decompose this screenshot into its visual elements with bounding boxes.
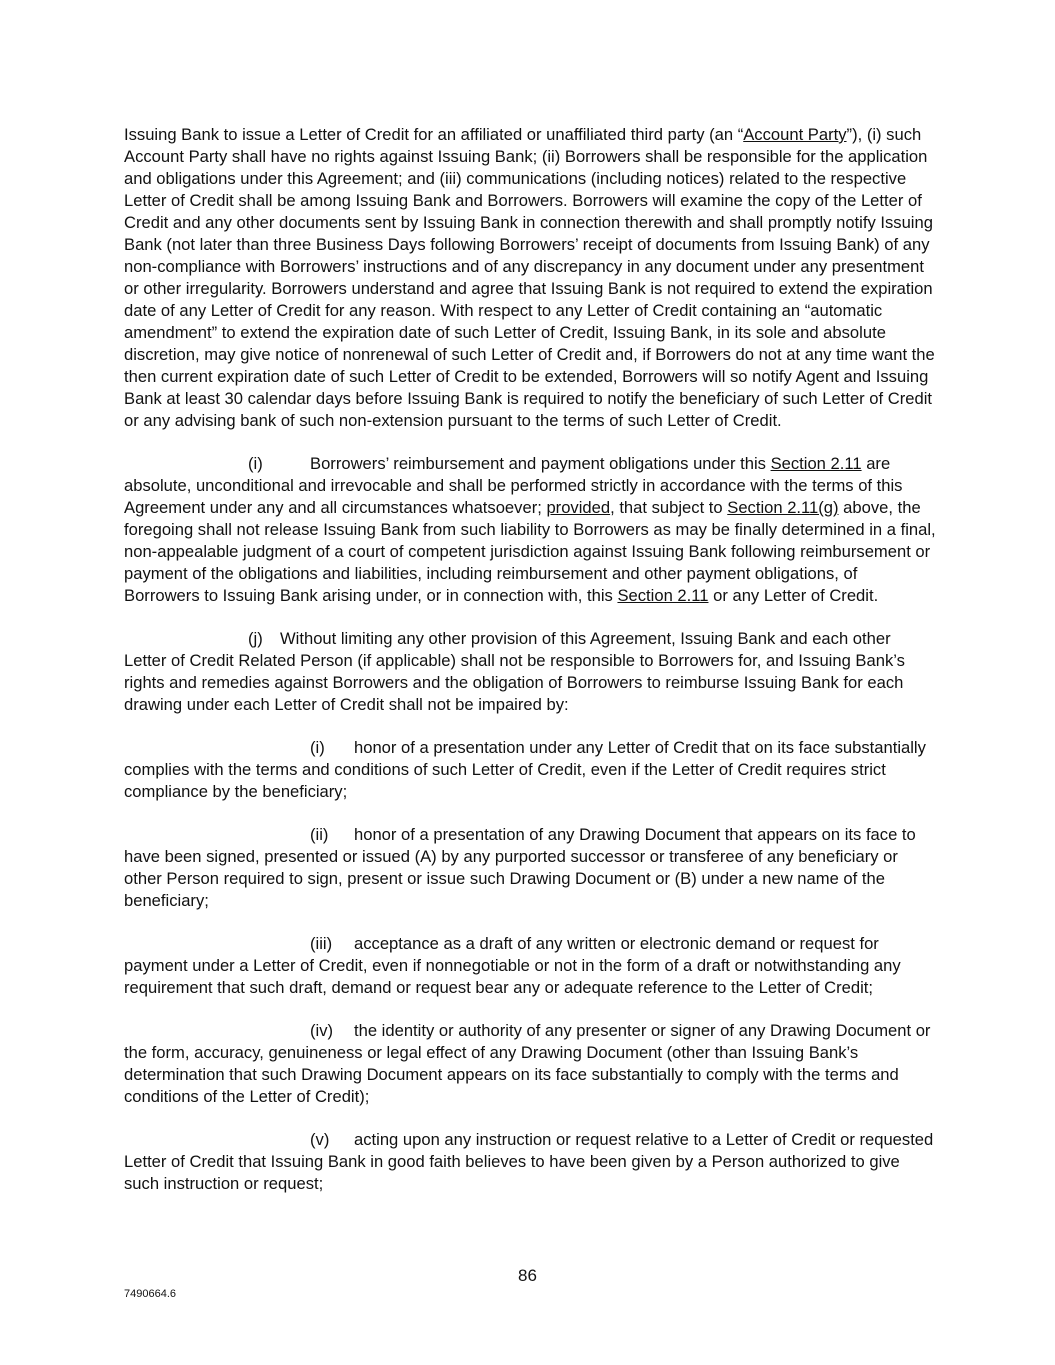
- section-ref-2-11-second: Section 2.11: [617, 586, 709, 605]
- paragraph-i-text-d: above, the foregoing shall not release Issuing Bank from such liability to Borrowers as may be finally determined in a final, non-appealable judgment of a court of competent jurisdiction against Issuing Bank following reimbursement or payment of the obligations and liabilities, including reimbursement and other payment obligations, of Borrowers to Issuing Bank arising under, or in connection with, this: [124, 498, 936, 605]
- paragraph-i-label: (i): [248, 454, 263, 473]
- section-ref-2-11-g: Section 2.11(g): [727, 498, 839, 517]
- document-body: [124, 124, 936, 1216]
- sub-item-text: honor of a presentation under any Letter of Credit that on its face substantially complies with the terms and conditions of such Letter of Credit, even if the Letter of Credit requires strict compliance by the beneficiary;: [124, 738, 926, 801]
- sub-item-text: honor of a presentation of any Drawing Document that appears on its face to have been signed, presented or issued (A) by any purported successor or transferee of any beneficiary or other Person required to sign, present or issue such Drawing Document or (B) under a new name of the beneficiary;: [124, 825, 916, 910]
- paragraph-i-text-a: Borrowers’ reimbursement and payment obligations under this: [310, 454, 771, 473]
- section-ref-2-11: Section 2.11: [770, 454, 862, 473]
- sub-item-iii: [124, 933, 936, 999]
- intro-text-b: ”), (i) such Account Party shall have no rights against Issuing Bank; (ii) Borrowers shall be responsible for the application and obligations under this Agreement; and (iii) communications (including notices) related to the respective Letter of Credit shall be among Issuing Bank and Borrowers. Borrowers will examine the copy of the Letter of Credit and any other documents sent by Issuing Bank in connection therewith and shall promptly notify Issuing Bank (not later than three Business Days following Borrowers’ receipt of documents from Issuing Bank) of any non-compliance with Borrowers’ instructions and of any discrepancy in any document under any presentment or other irregularity. Borrowers understand and agree that Issuing Bank is not required to extend the expiration date of any Letter of Credit for any reason. With respect to any Letter of Credit containing an “automatic amendment” to extend the expiration date of such Letter of Credit, Issuing Bank, in its sole and absolute discretion, may give notice of nonrenewal of such Letter of Credit and, if Borrowers do not at any time want the then current expiration date of such Letter of Credit to be extended, Borrowers will so notify Agent and Issuing Bank at least 30 calendar days before Issuing Bank is required to notify the beneficiary of such Letter of Credit or any advising bank of such non-extension pursuant to the terms of such Letter of Credit.: [124, 125, 935, 430]
- paragraph-i-text-c: , that subject to: [610, 498, 728, 517]
- sub-item-v: [124, 1129, 936, 1195]
- paragraph-j-label: (j): [248, 629, 263, 648]
- paragraph-i: [124, 453, 936, 607]
- sub-item-label: (ii): [310, 825, 329, 844]
- defined-term-account-party: Account Party: [743, 125, 847, 144]
- paragraph-i-text-e: or any Letter of Credit.: [708, 586, 879, 605]
- intro-text-a: Issuing Bank to issue a Letter of Credit for an affiliated or unaffiliated third party (an “: [124, 125, 744, 144]
- sub-item-label: (iii): [310, 934, 333, 953]
- paragraph-j-text: Without limiting any other provision of this Agreement, Issuing Bank and each other Letter of Credit Related Person (if applicable) shall not be responsible to Borrowers for, and Issuing Bank’s rights and remedies against Borrowers and the obligation of Borrowers to reimburse Issuing Bank for each drawing under each Letter of Credit shall not be impaired by:: [124, 629, 905, 714]
- sub-item-label: (i): [310, 738, 325, 757]
- sub-item-ii: [124, 824, 936, 912]
- sub-item-iv: [124, 1020, 936, 1108]
- document-id: 7490664.6: [124, 1288, 176, 1300]
- sub-item-label: (iv): [310, 1021, 334, 1040]
- sub-item-text: the identity or authority of any presenter or signer of any Drawing Document or the form, accuracy, genuineness or legal effect of any Drawing Document (other than Issuing Bank’s determination that such Drawing Document appears on its face substantially to comply with the terms and conditions of the Letter of Credit);: [124, 1021, 931, 1106]
- sub-item-label: (v): [310, 1130, 330, 1149]
- sub-item-text: acting upon any instruction or request relative to a Letter of Credit or requested Letter of Credit that Issuing Bank in good faith believes to have been given by a Person authorized to give such instruction or request;: [124, 1130, 934, 1193]
- paragraph-j: [124, 628, 936, 716]
- paragraph-i-text-b: are absolute, unconditional and irrevocable and shall be performed strictly in accordance with the terms of this Agreement under any and all circumstances whatsoever;: [124, 454, 903, 517]
- proviso-term: provided: [546, 498, 611, 517]
- page-number: 86: [518, 1266, 537, 1285]
- sub-item-text: acceptance as a draft of any written or electronic demand or request for payment under a Letter of Credit, even if nonnegotiable or not in the form of a draft or notwithstanding any requirement that such draft, demand or request bear any or adequate reference to the Letter of Credit;: [124, 934, 901, 997]
- paragraph-intro: [124, 124, 936, 432]
- sub-item-i: [124, 737, 936, 803]
